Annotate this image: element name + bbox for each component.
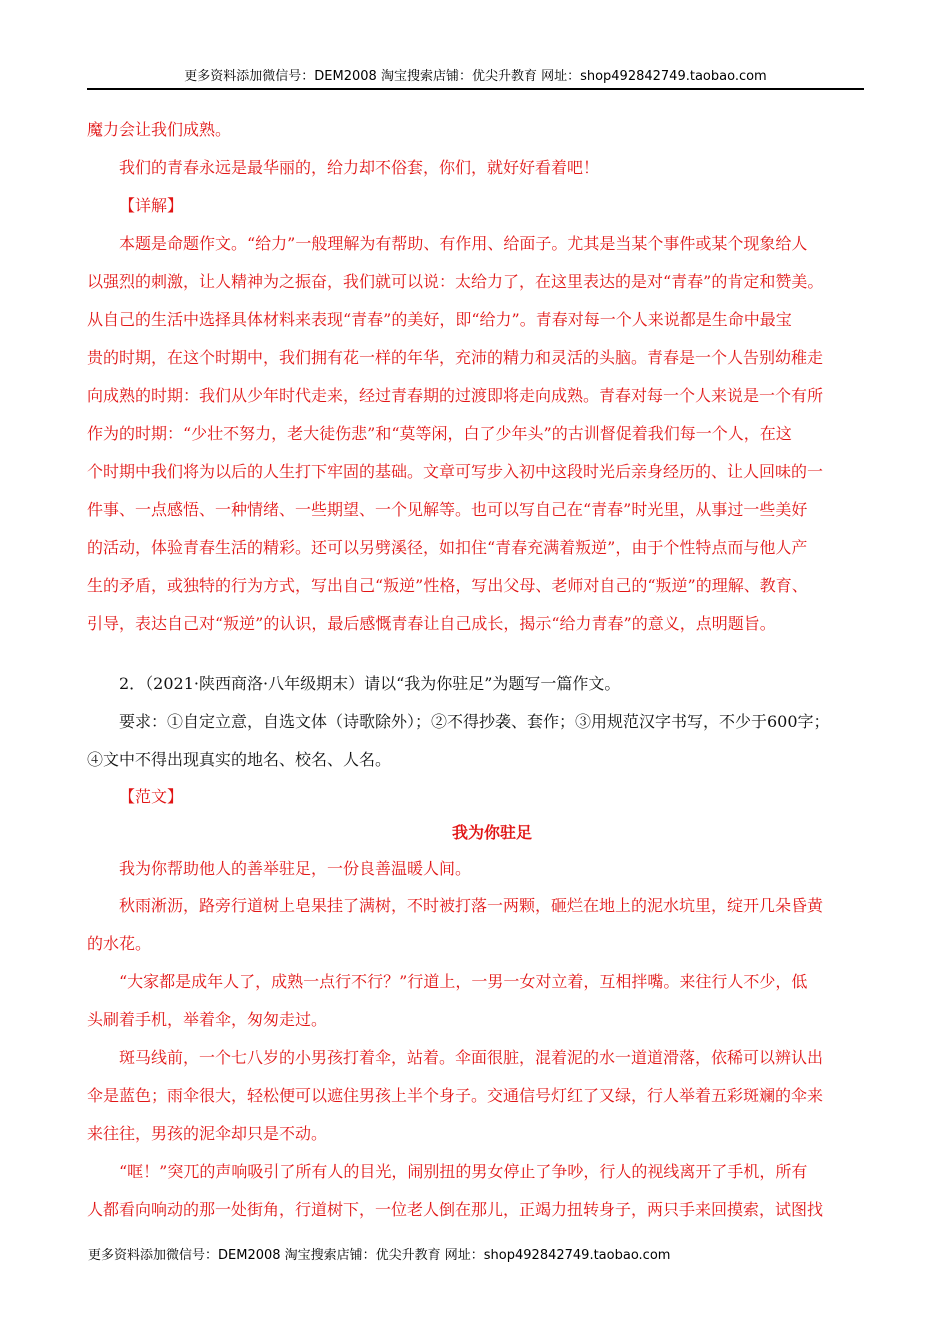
analysis-label: 【详解】 <box>119 196 184 215</box>
analysis-line: 引导，表达自己对“叛逆”的认识，最后感慨青春让自己成长，揭示“给力青春”的意义，点明题旨。 <box>87 614 776 633</box>
document-body <box>87 111 865 1229</box>
essay-title: 我为你驻足 <box>451 823 532 842</box>
question-requirements: 要求：①自定立意，自选文体（诗歌除外）；②不得抄袭、套作；③用规范汉字书写，不少于600字； <box>119 712 830 731</box>
essay-line: 我为你帮助他人的善举驻足，一份良善温暖人间。 <box>119 859 472 878</box>
essay-line: 秋雨淅沥，路旁行道树上皂果挂了满树，不时被打落一两颗，砸烂在地上的泥水坑里，绽开几朵昏黄 <box>119 896 824 915</box>
analysis-line: 作为的时期：“少壮不努力，老大徒伤悲”和“莫等闲，白了少年头”的古训督促着我们每一个人，在这 <box>87 424 792 443</box>
essay-line: “哐！”突兀的声响吸引了所有人的目光，闹别扭的男女停止了争吵，行人的视线离开了手机，所有 <box>119 1162 808 1181</box>
analysis-line: 向成熟的时期：我们从少年时代走来，经过青春期的过渡即将走向成熟。青春对每一个人来说是一个有所 <box>87 386 824 405</box>
question-requirements: ④文中不得出现真实的地名、校名、人名。 <box>87 750 392 769</box>
analysis-line: 件事、一点感悟、一种情绪、一些期望、一个见解等。也可以写自己在“青春”时光里，从事过一些美好 <box>87 500 808 519</box>
section-spacer <box>87 643 865 665</box>
analysis-line: 个时期中我们将为以后的人生打下牢固的基础。文章可写步入初中这段时光后亲身经历的、让人回味的一 <box>87 462 824 481</box>
essay-line: 人都看向响动的那一处街角，行道树下，一位老人倒在那儿，正竭力扭转身子，两只手来回摸索，试图找 <box>87 1200 824 1219</box>
analysis-line: 的活动，体验青春生活的精彩。还可以另劈溪径，如扣住“青春充满着叛逆”，由于个性特点而与他人产 <box>87 538 808 557</box>
essay-line: 来往往，男孩的泥伞却只是不动。 <box>87 1124 328 1143</box>
essay-line: 的水花。 <box>87 934 152 953</box>
essay-closing-line: 魔力会让我们成熟。 <box>87 120 232 139</box>
essay-line: 伞是蓝色；雨伞很大，轻松便可以遮住男孩上半个身子。交通信号灯红了又绿，行人举着五彩斑斓的伞来 <box>87 1086 824 1105</box>
essay-line: “大家都是成年人了，成熟一点行不行？”行道上，一男一女对立着，互相拌嘴。来往行人不少，低 <box>119 972 808 991</box>
essay-closing-line: 我们的青春永远是最华丽的，给力却不俗套，你们，就好好看着吧！ <box>119 158 600 177</box>
page-header: 更多资料添加微信号：DEM2008 淘宝搜索店铺：优尖升教育 网址：shop492842749.taobao.com <box>87 66 864 90</box>
essay-line: 斑马线前，一个七八岁的小男孩打着伞，站着。伞面很脏，混着泥的水一道道滑落，依稀可以辨认出 <box>119 1048 824 1067</box>
analysis-line: 从自己的生活中选择具体材料来表现“青春”的美好，即“给力”。青春对每一个人来说都是生命中最宝 <box>87 310 792 329</box>
page-footer: 更多资料添加微信号：DEM2008 淘宝搜索店铺：优尖升教育 网址：shop492842749.taobao.com <box>88 1248 671 1263</box>
essay-line: 头刷着手机，举着伞，匆匆走过。 <box>87 1010 328 1029</box>
analysis-line: 贵的时期，在这个时期中，我们拥有花一样的年华，充沛的精力和灵活的头脑。青春是一个人告别幼稚走 <box>87 348 824 367</box>
analysis-line: 本题是命题作文。“给力”一般理解为有帮助、有作用、给面子。尤其是当某个事件或某个现象给人 <box>119 234 808 253</box>
analysis-line: 生的矛盾，或独特的行为方式，写出自己“叛逆”性格，写出父母、老师对自己的“叛逆”的理解、教育、 <box>87 576 808 595</box>
model-essay-label: 【范文】 <box>119 787 184 806</box>
question-prompt: 2．（2021·陕西商洛·八年级期末）请以“我为你驻足”为题写一篇作文。 <box>119 674 621 693</box>
analysis-line: 以强烈的刺激，让人精神为之振奋，我们就可以说：太给力了，在这里表达的是对“青春”的肯定和赞美。 <box>87 272 824 291</box>
